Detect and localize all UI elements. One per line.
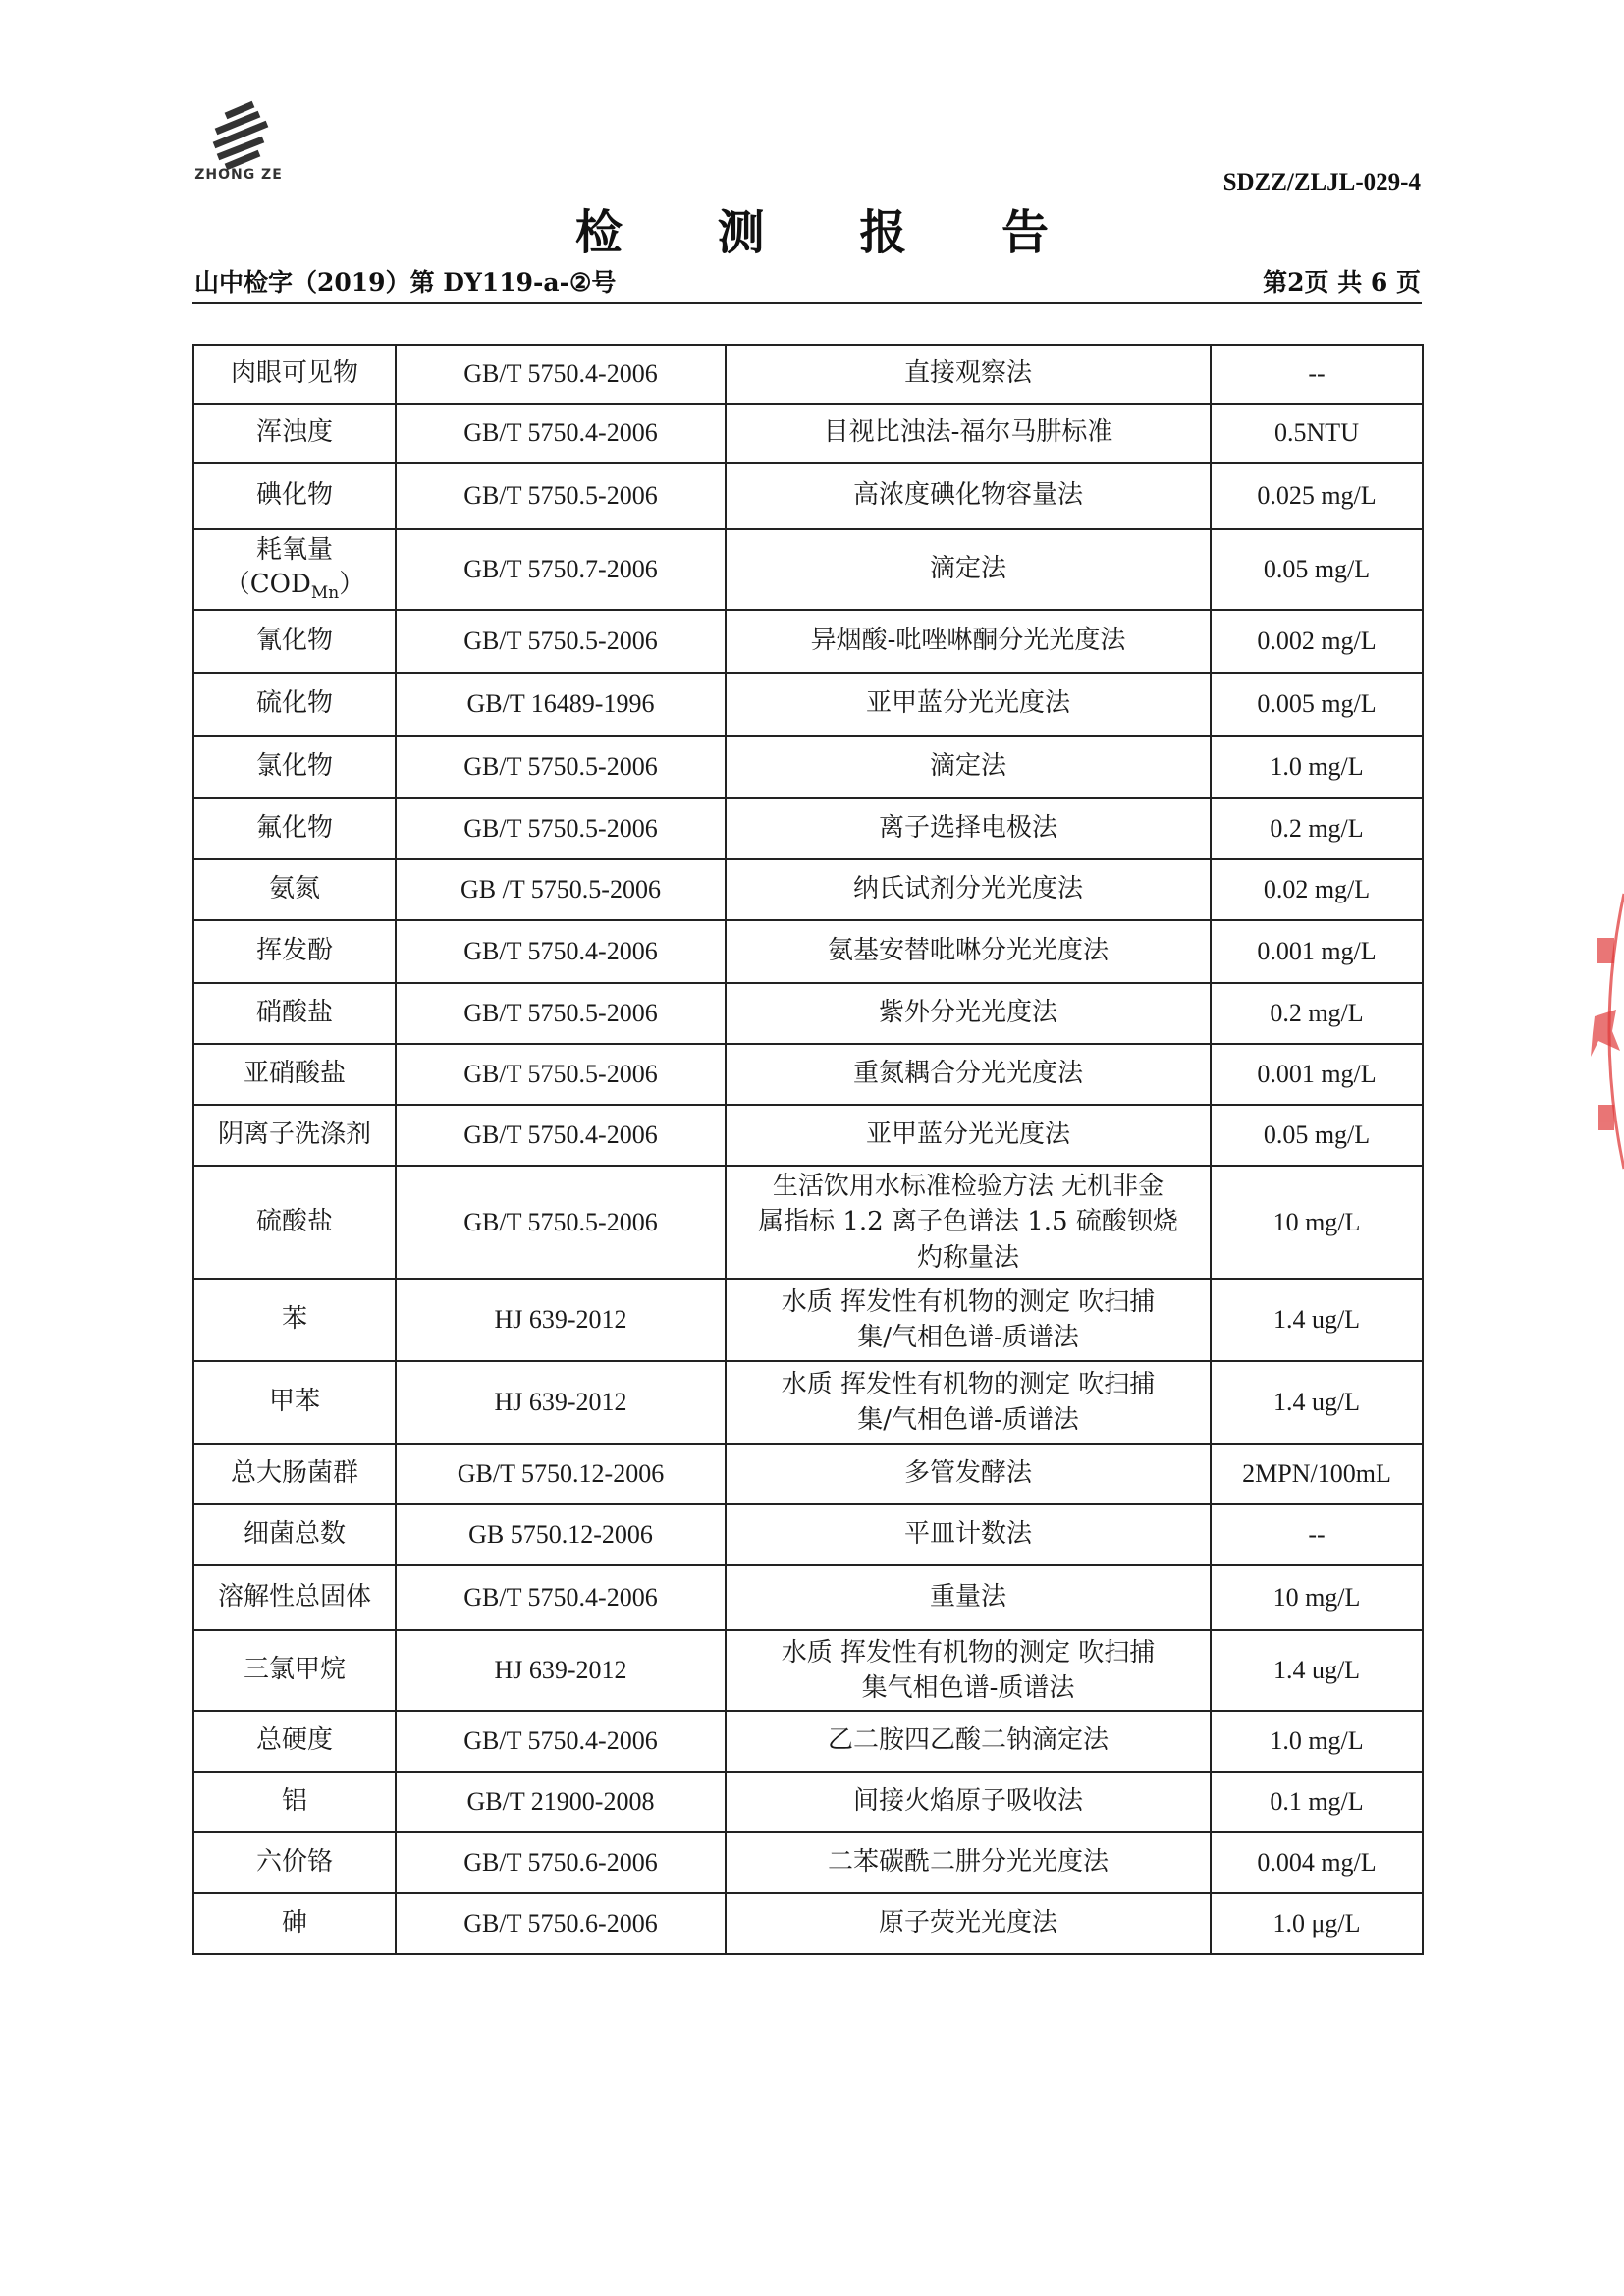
method-cell: 纳氏试剂分光光度法: [726, 859, 1211, 920]
item-line: [202, 568, 387, 605]
item-cell: 硝酸盐: [193, 983, 396, 1044]
standard-cell: GB/T 5750.4-2006: [396, 404, 726, 463]
item-cell: 砷: [193, 1893, 396, 1954]
table-row: [193, 1565, 1423, 1630]
standard-cell: GB/T 5750.5-2006: [396, 610, 726, 673]
item-cell: 六价铬: [193, 1832, 396, 1893]
item-cell: 总硬度: [193, 1711, 396, 1772]
test-method-table: [192, 344, 1424, 1955]
method-cell: 异烟酸-吡唑啉酮分光光度法: [726, 610, 1211, 673]
method-line: 集/气相色谱-质谱法: [857, 1405, 1079, 1436]
item-cell: 细菌总数: [193, 1504, 396, 1565]
detection-limit-cell: 2MPN/100mL: [1211, 1444, 1423, 1504]
method-cell: 亚甲蓝分光光度法: [726, 1105, 1211, 1166]
method-line: 生活饮用水标准检验方法 无机非金: [772, 1172, 1164, 1201]
detection-limit-cell: 1.4 ug/L: [1211, 1361, 1423, 1444]
table-row: [193, 736, 1423, 798]
method-cell: [726, 1279, 1211, 1361]
item-cell: 挥发酚: [193, 920, 396, 983]
table-row: [193, 404, 1423, 463]
table-row: [193, 1504, 1423, 1565]
standard-cell: GB/T 5750.6-2006: [396, 1832, 726, 1893]
item-suffix: ）: [339, 570, 365, 600]
table-row: [193, 463, 1423, 529]
method-cell: 平皿计数法: [726, 1504, 1211, 1565]
detection-limit-cell: 0.2 mg/L: [1211, 983, 1423, 1044]
standard-cell: GB 5750.12-2006: [396, 1504, 726, 1565]
page-number: 第2页 共 6 页: [1263, 268, 1421, 297]
item-prefix: （COD: [224, 570, 311, 600]
table-row: [193, 1105, 1423, 1166]
page-title: 检 测 报 告: [574, 205, 1089, 260]
standard-cell: GB/T 5750.4-2006: [396, 920, 726, 983]
detection-limit-cell: 0.02 mg/L: [1211, 859, 1423, 920]
item-cell: 硫酸盐: [193, 1166, 396, 1279]
detection-limit-cell: 0.002 mg/L: [1211, 610, 1423, 673]
method-cell: 重氮耦合分光光度法: [726, 1044, 1211, 1105]
detection-limit-cell: 1.0 mg/L: [1211, 1711, 1423, 1772]
standard-cell: GB/T 5750.5-2006: [396, 1166, 726, 1279]
standard-cell: GB/T 5750.5-2006: [396, 1044, 726, 1105]
method-cell: 乙二胺四乙酸二钠滴定法: [726, 1711, 1211, 1772]
method-cell: 亚甲蓝分光光度法: [726, 673, 1211, 736]
detection-limit-cell: 0.1 mg/L: [1211, 1772, 1423, 1832]
table-row: [193, 1711, 1423, 1772]
standard-cell: GB/T 5750.4-2006: [396, 345, 726, 404]
table-row: [193, 1893, 1423, 1954]
method-line: 水质 挥发性有机物的测定 吹扫捕: [781, 1637, 1156, 1667]
item-cell: [193, 529, 396, 610]
seal-stamp-icon: [1577, 884, 1624, 1178]
standard-cell: GB/T 5750.12-2006: [396, 1444, 726, 1504]
detection-limit-cell: 0.05 mg/L: [1211, 1105, 1423, 1166]
table-row: [193, 610, 1423, 673]
table-row: [193, 345, 1423, 404]
method-cell: 目视比浊法-福尔马肼标准: [726, 404, 1211, 463]
logo-text: ZHONG ZE: [194, 167, 283, 183]
method-cell: 紫外分光光度法: [726, 983, 1211, 1044]
method-line: 水质 挥发性有机物的测定 吹扫捕: [781, 1369, 1156, 1399]
method-cell: 离子选择电极法: [726, 798, 1211, 859]
method-cell: 重量法: [726, 1565, 1211, 1630]
method-cell: [726, 1630, 1211, 1711]
item-cell: 肉眼可见物: [193, 345, 396, 404]
detection-limit-cell: 0.5NTU: [1211, 404, 1423, 463]
method-cell: 直接观察法: [726, 345, 1211, 404]
item-cell: 浑浊度: [193, 404, 396, 463]
standard-cell: GB/T 5750.5-2006: [396, 463, 726, 529]
standard-cell: GB/T 5750.4-2006: [396, 1105, 726, 1166]
table-row: [193, 1044, 1423, 1105]
standard-cell: GB/T 21900-2008: [396, 1772, 726, 1832]
method-cell: 多管发酵法: [726, 1444, 1211, 1504]
detection-limit-cell: 10 mg/L: [1211, 1166, 1423, 1279]
table-row: [193, 1444, 1423, 1504]
detection-limit-cell: 0.001 mg/L: [1211, 920, 1423, 983]
standard-cell: GB/T 5750.5-2006: [396, 736, 726, 798]
method-cell: 间接火焰原子吸收法: [726, 1772, 1211, 1832]
standard-cell: GB/T 5750.5-2006: [396, 798, 726, 859]
method-cell: 滴定法: [726, 736, 1211, 798]
table-row: [193, 1630, 1423, 1711]
method-cell: 原子荧光光度法: [726, 1893, 1211, 1954]
item-cell: 氨氮: [193, 859, 396, 920]
detection-limit-cell: 10 mg/L: [1211, 1565, 1423, 1630]
document-code: SDZZ/ZLJL-029-4: [1222, 169, 1421, 195]
detection-limit-cell: 1.0 mg/L: [1211, 736, 1423, 798]
standard-cell: GB/T 5750.4-2006: [396, 1711, 726, 1772]
report-number: 山中检字（2019）第 DY119-a-②号: [194, 268, 617, 297]
standard-cell: GB/T 16489-1996: [396, 673, 726, 736]
item-subscript: Mn: [310, 583, 340, 604]
method-line: 水质 挥发性有机物的测定 吹扫捕: [781, 1286, 1156, 1317]
detection-limit-cell: 0.004 mg/L: [1211, 1832, 1423, 1893]
item-cell: 铝: [193, 1772, 396, 1832]
item-cell: 阴离子洗涤剂: [193, 1105, 396, 1166]
table-row: [193, 1772, 1423, 1832]
standard-cell: GB/T 5750.7-2006: [396, 529, 726, 610]
standard-cell: GB /T 5750.5-2006: [396, 859, 726, 920]
table-row: [193, 529, 1423, 610]
item-cell: 亚硝酸盐: [193, 1044, 396, 1105]
standard-cell: HJ 639-2012: [396, 1361, 726, 1444]
detection-limit-cell: 0.2 mg/L: [1211, 798, 1423, 859]
method-cell: 二苯碳酰二肼分光光度法: [726, 1832, 1211, 1893]
detection-limit-cell: 0.005 mg/L: [1211, 673, 1423, 736]
item-line: 耗氧量: [255, 535, 333, 566]
table-row: [193, 983, 1423, 1044]
item-cell: 硫化物: [193, 673, 396, 736]
item-cell: 苯: [193, 1279, 396, 1361]
detection-limit-cell: 0.025 mg/L: [1211, 463, 1423, 529]
company-logo-icon: [187, 98, 295, 206]
table-body: [193, 345, 1423, 1954]
detection-limit-cell: 1.0 μg/L: [1211, 1893, 1423, 1954]
item-cell: 碘化物: [193, 463, 396, 529]
detection-limit-cell: 0.001 mg/L: [1211, 1044, 1423, 1105]
header-divider: [192, 302, 1422, 304]
standard-cell: HJ 639-2012: [396, 1279, 726, 1361]
table-row: [193, 859, 1423, 920]
method-line: 灼称量法: [916, 1242, 1019, 1273]
method-cell: 滴定法: [726, 529, 1211, 610]
item-cell: 总大肠菌群: [193, 1444, 396, 1504]
standard-cell: GB/T 5750.5-2006: [396, 983, 726, 1044]
method-cell: [726, 1361, 1211, 1444]
item-cell: 氟化物: [193, 798, 396, 859]
method-cell: 氨基安替吡啉分光光度法: [726, 920, 1211, 983]
detection-limit-cell: --: [1211, 1504, 1423, 1565]
table-row: [193, 1832, 1423, 1893]
table-row: [193, 673, 1423, 736]
method-line: 集/气相色谱-质谱法: [857, 1323, 1079, 1353]
detection-limit-cell: --: [1211, 345, 1423, 404]
item-cell: 氯化物: [193, 736, 396, 798]
standard-cell: GB/T 5750.6-2006: [396, 1893, 726, 1954]
method-line: 属指标 1.2 离子色谱法 1.5 硫酸钡烧: [758, 1207, 1178, 1237]
method-cell: [726, 1166, 1211, 1279]
table-row: [193, 1166, 1423, 1279]
standard-cell: HJ 639-2012: [396, 1630, 726, 1711]
method-line: 集气相色谱-质谱法: [861, 1673, 1075, 1704]
item-cell: 氰化物: [193, 610, 396, 673]
item-cell: 三氯甲烷: [193, 1630, 396, 1711]
table-row: [193, 798, 1423, 859]
detection-limit-cell: 1.4 ug/L: [1211, 1279, 1423, 1361]
table-row: [193, 1279, 1423, 1361]
standard-cell: GB/T 5750.4-2006: [396, 1565, 726, 1630]
detection-limit-cell: 0.05 mg/L: [1211, 529, 1423, 610]
detection-limit-cell: 1.4 ug/L: [1211, 1630, 1423, 1711]
table-row: [193, 920, 1423, 983]
item-cell: 溶解性总固体: [193, 1565, 396, 1630]
table-row: [193, 1361, 1423, 1444]
item-cell: 甲苯: [193, 1361, 396, 1444]
method-cell: 高浓度碘化物容量法: [726, 463, 1211, 529]
